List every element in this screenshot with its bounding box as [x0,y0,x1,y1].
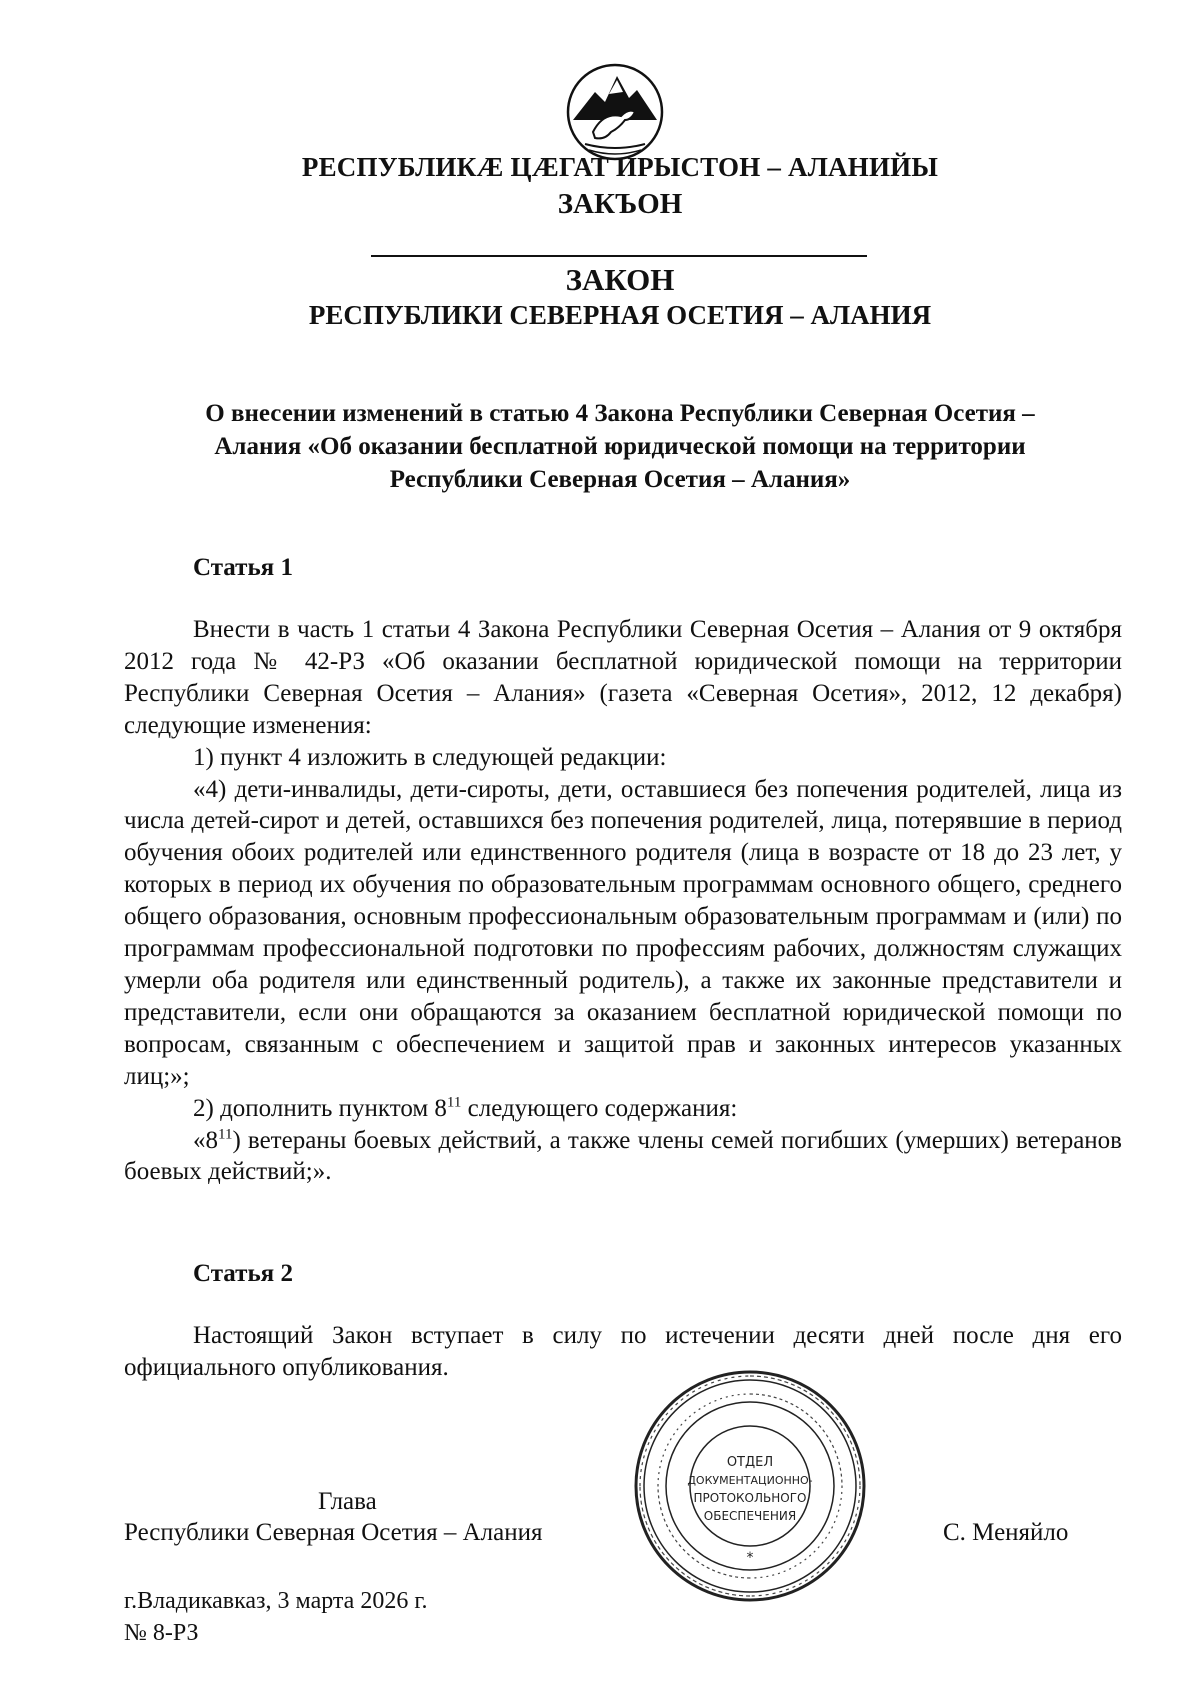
signatory-organization: Республики Северная Осетия – Алания [124,1519,543,1546]
seal-star-icon: * [746,1550,754,1566]
law-number: № 8-РЗ [124,1620,199,1646]
article-1-item-1: 1) пункт 4 изложить в следующей редакции: [193,743,667,771]
item-2-superscript: 11 [446,1094,462,1111]
seal-line-2: ДОКУМЕНТАЦИОННО- [687,1474,813,1487]
item-2-quote-start: «8 [193,1126,218,1154]
seal-center-text [687,1455,812,1523]
article-2-title: Статья 2 [193,1260,293,1287]
seal-line-4: ОБЕСПЕЧЕНИЯ [703,1509,797,1523]
article-1-item-2-text [124,1125,1122,1189]
coat-of-arms-emblem [565,62,665,162]
signatory-name: С. Меняйло [943,1519,1069,1546]
article-2-body [124,1320,1122,1384]
republic-heading: РЕСПУБЛИКИ СЕВЕРНАЯ ОСЕТИЯ – АЛАНИЯ [308,300,932,330]
law-subject: О внесении изменений в статью 4 Закона Республики Северная Осетия – Алания «Об оказании бесплатной юридической помощи на территории Республики Северная Осетия – Алания» [205,400,1035,493]
article-2-text: Настоящий Закон вступает в силу по истечении десяти дней после дня его официального опубликования. [124,1322,1122,1381]
seal-line-1: ОТДЕЛ [726,1455,774,1470]
header-divider [371,255,867,257]
article-1-title: Статья 1 [193,554,293,581]
seal-line-3: ПРОТОКОЛЬНОГО [693,1491,807,1505]
item-2-text-end: следующего содержания: [461,1094,738,1122]
ossetian-republic-name: РЕСПУБЛИКÆ ЦÆГАТ ИРЫСТОН – АЛАНИЙЫ [301,152,939,182]
article-1-body [124,614,1122,1188]
article-1-item-2 [124,1093,1122,1125]
item-2-quote-text: ) ветераны боевых действий, а также члены семей погибших (умерших) ветеранов боевых действий;». [124,1126,1122,1186]
law-heading: ЗАКОН [565,262,675,297]
article-1-item-1-text: «4) дети-инвалиды, дети-сироты, дети, оставшиеся без попечения родителей, лица из числа детей-сирот и детей, оставшихся без попечения родителей, лица, потерявшие в период обучения обоих родителей или единственного родителя (лица в возрасте от 18 до 23 лет, у которых в период их обучения по образовательным программам основного общего, среднего общего образования, основным профессиональным образовательным программам и (или) по программам профессиональной подготовки по профессиям рабочих, должностям служащих умерли оба родителя или единственный родитель), а также их законные представители и представители, если они обращаются за оказанием бесплатной юридической помощи по вопросам, связанным с обеспечением и защитой прав и законных интересов указанных лиц;»; [124,775,1122,1090]
place-and-date: г.Владикавказ, 3 марта 2026 г. [124,1588,428,1614]
item-2-quote-superscript: 11 [218,1126,233,1143]
official-seal-stamp [630,1366,870,1606]
signatory-title: Глава [318,1488,377,1515]
article-1-intro: Внести в часть 1 статьи 4 Закона Республики Северная Осетия – Алания от 9 октября 2012 года № 42-РЗ «Об оказании бесплатной юридической помощи на территории Республики Северная Осетия – Алания» (газета «Северная Осетия», 2012, 12 декабря) следующие изменения: [124,616,1122,739]
ossetian-law-heading: ЗАКЪОН [557,188,683,220]
item-2-text: 2) дополнить пунктом 8 [193,1094,447,1122]
